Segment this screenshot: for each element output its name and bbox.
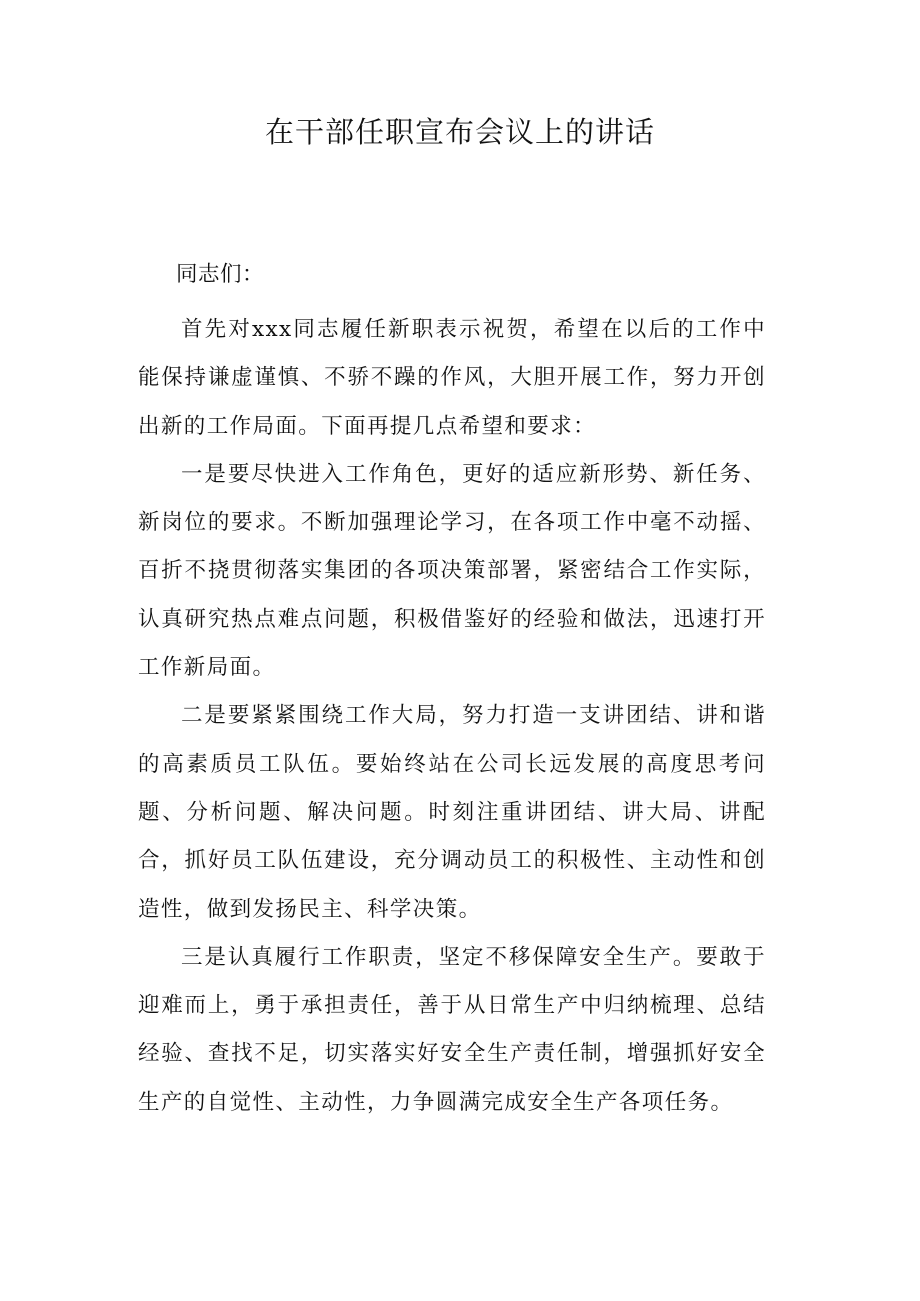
- document-title: 在干部任职宣布会议上的讲话: [264, 115, 655, 149]
- paragraph-point-two: 二是要紧紧围绕工作大局，努力打造一支讲团结、讲和谐的高素质员工队伍。要始终站在公司长远发展的高度思考问题、分析问题、解决问题。时刻注重讲团结、讲大局、讲配合，抓好员工队伍建设，充分调动员工的积极性、主动性和创造性，做到发扬民主、科学决策。: [138, 703, 766, 922]
- salutation: 同志们：: [176, 262, 265, 287]
- paragraph-congratulations: 首先对xxx同志履任新职表示祝贺，希望在以后的工作中能保持谦虚谨慎、不骄不躁的作风，大胆开展工作，努力开创出新的工作局面。下面再提几点希望和要求：: [138, 317, 766, 439]
- document-body: [138, 306, 766, 1127]
- paragraph-point-one: 一是要尽快进入工作角色，更好的适应新形势、新任务、新岗位的要求。不断加强理论学习，在各项工作中毫不动摇、百折不挠贯彻落实集团的各项决策部署，紧密结合工作实际，认真研究热点难点问题，积极借鉴好的经验和做法，迅速打开工作新局面。: [138, 461, 766, 681]
- paragraph-point-three: 三是认真履行工作职责，坚定不移保障安全生产。要敢于迎难而上，勇于承担责任，善于从日常生产中归纳梳理、总结经验、查找不足，切实落实好安全生产责任制，增强抓好安全生产的自觉性、主动性，力争圆满完成安全生产各项任务。: [138, 944, 766, 1115]
